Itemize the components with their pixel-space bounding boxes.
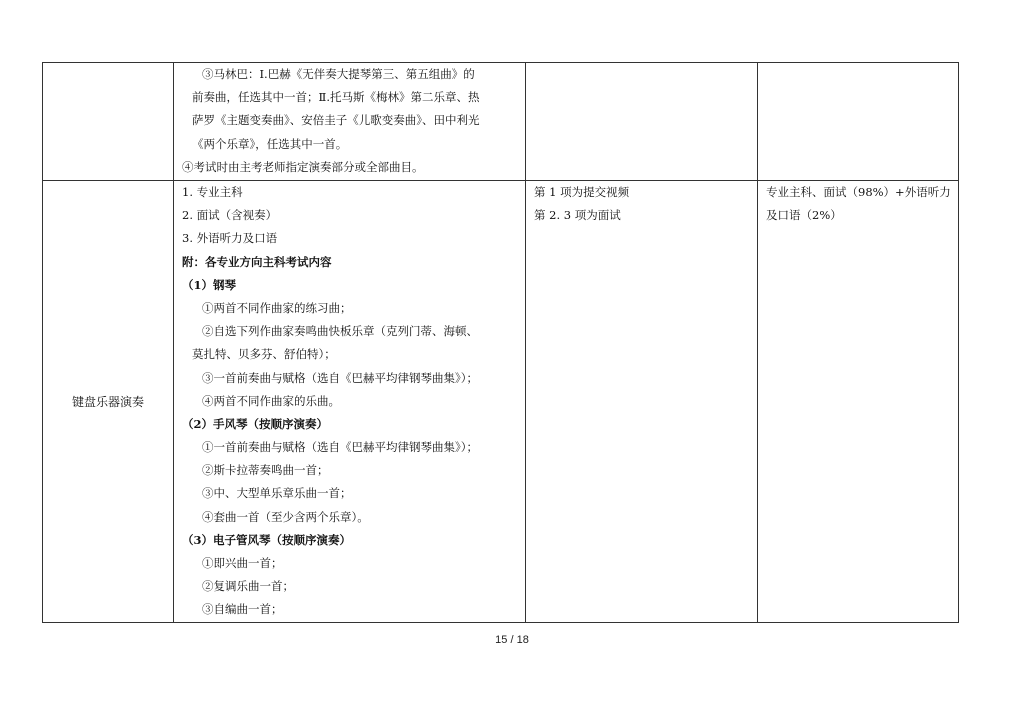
- method-cell-empty: [526, 63, 758, 181]
- accordion-line: ②斯卡拉蒂奏鸣曲一首；: [202, 463, 329, 478]
- score-cell: [758, 181, 959, 623]
- table-row: [43, 181, 959, 623]
- piano-line: 莫扎特、贝多芬、舒伯特）；: [192, 347, 336, 362]
- item-line: 3. 外语听力及口语: [182, 231, 278, 246]
- piano-line: ④两首不同作曲家的乐曲。: [202, 393, 340, 408]
- content-line: ④考试时由主考老师指定演奏部分或全部曲目。: [182, 159, 424, 174]
- organ-heading: （3）电子管风琴（按顺序演奏）: [182, 532, 351, 547]
- method-line: 第 1 项为提交视频: [534, 185, 630, 199]
- category-label: 键盘乐器演奏: [71, 394, 144, 409]
- content-cell: [174, 181, 526, 623]
- item-line: 1. 专业主科: [182, 185, 243, 199]
- method-line: 第 2. 3 项为面试: [534, 208, 621, 222]
- table-row: [43, 63, 959, 181]
- accordion-line: ④套曲一首（至少含两个乐章）。: [202, 509, 369, 524]
- piano-line: ②自选下列作曲家奏鸣曲快板乐章（克列门蒂、海顿、: [202, 324, 478, 339]
- method-cell: [526, 181, 758, 623]
- item-line: 2. 面试（含视奏）: [182, 208, 278, 223]
- appendix-title: 附：各专业方向主科考试内容: [182, 254, 332, 269]
- score-text: 专业主科、面试（98%）+外语听力及口语（2%）: [766, 185, 951, 222]
- piano-line: ③一首前奏曲与赋格（选自《巴赫平均律钢琴曲集》）；: [202, 370, 478, 385]
- content-line: 《两个乐章》，任选其中一首。: [192, 136, 348, 151]
- page-number: 15 / 18: [495, 634, 529, 646]
- organ-line: ②复调乐曲一首；: [202, 579, 294, 594]
- accordion-line: ①一首前奏曲与赋格（选自《巴赫平均律钢琴曲集》）；: [202, 440, 478, 455]
- category-cell-empty: [43, 63, 174, 181]
- piano-heading: （1）钢琴: [182, 277, 237, 292]
- category-cell: [43, 181, 174, 623]
- exam-table: [42, 62, 959, 623]
- accordion-heading: （2）手风琴（按顺序演奏）: [182, 416, 329, 431]
- accordion-line: ③中、大型单乐章乐曲一首；: [202, 486, 352, 501]
- content-cell: [174, 63, 526, 181]
- organ-line: ①即兴曲一首；: [202, 556, 283, 570]
- content-line: 前奏曲，任选其中一首；Ⅱ.托马斯《梅林》第二乐章、热: [192, 90, 480, 105]
- content-line: 萨罗《主题变奏曲》、安倍圭子《儿歌变奏曲》、田中利光: [192, 113, 480, 128]
- organ-line: ③自编曲一首；: [202, 602, 283, 617]
- content-line: ③马林巴：Ⅰ.巴赫《无伴奏大提琴第三、第五组曲》的: [202, 67, 475, 81]
- piano-line: ①两首不同作曲家的练习曲；: [202, 300, 352, 315]
- score-cell-empty: [758, 63, 959, 181]
